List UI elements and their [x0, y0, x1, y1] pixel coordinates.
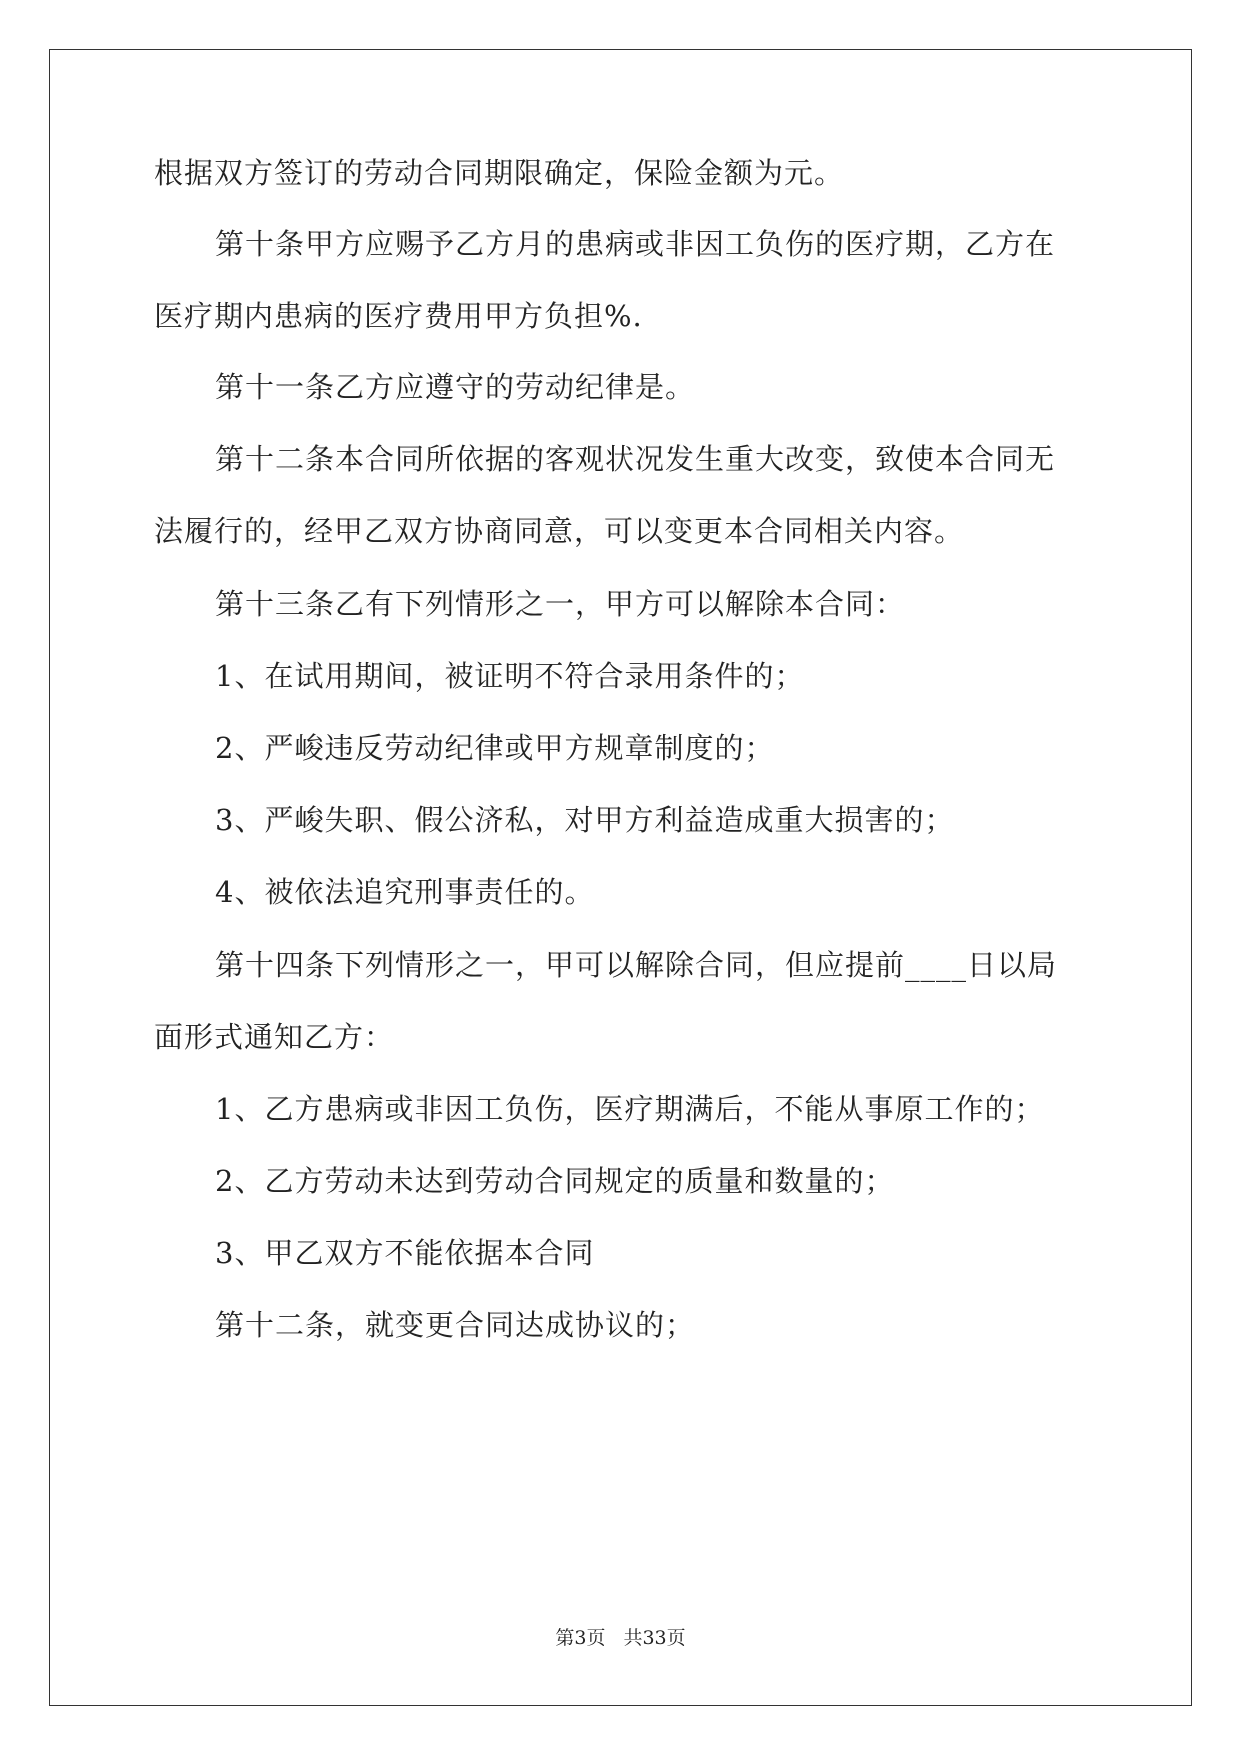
text-line-11: 4、被依法追究刑事责任的。 — [215, 875, 595, 909]
page-footer — [0, 1626, 1241, 1650]
text-line-9: 2、严峻违反劳动纪律或甲方规章制度的； — [215, 731, 775, 765]
text-line-17: 第十二条，就变更合同达成协议的； — [215, 1308, 696, 1342]
text-line-7: 第十三条乙有下列情形之一，甲方可以解除本合同： — [215, 587, 906, 621]
text-line-8: 1、在试用期间，被证明不符合录用条件的； — [215, 659, 805, 693]
text-line-10: 3、严峻失职、假公济私，对甲方利益造成重大损害的； — [215, 803, 955, 837]
current-page-label: 第3页 — [555, 1627, 606, 1649]
text-line-1: 根据双方签订的劳动合同期限确定，保险金额为元。 — [154, 156, 845, 190]
text-line-6: 法履行的，经甲乙双方协商同意，可以变更本合同相关内容。 — [154, 514, 965, 548]
text-line-5: 第十二条本合同所依据的客观状况发生重大改变，致使本合同无 — [215, 442, 1056, 476]
text-line-15: 2、乙方劳动未达到劳动合同规定的质量和数量的； — [215, 1164, 895, 1198]
total-pages-label: 共33页 — [623, 1627, 686, 1649]
text-line-16: 3、甲乙双方不能依据本合同 — [215, 1236, 595, 1270]
text-line-13: 面形式通知乙方： — [154, 1020, 395, 1054]
text-line-2: 第十条甲方应赐予乙方月的患病或非因工负伤的医疗期，乙方在 — [215, 227, 1056, 261]
text-line-12: 第十四条下列情形之一，甲可以解除合同，但应提前____日以局 — [215, 948, 1058, 982]
text-line-3: 医疗期内患病的医疗费用甲方负担%. — [154, 299, 643, 333]
text-line-14: 1、乙方患病或非因工负伤，医疗期满后，不能从事原工作的； — [215, 1092, 1045, 1126]
text-line-4: 第十一条乙方应遵守的劳动纪律是。 — [215, 370, 696, 404]
